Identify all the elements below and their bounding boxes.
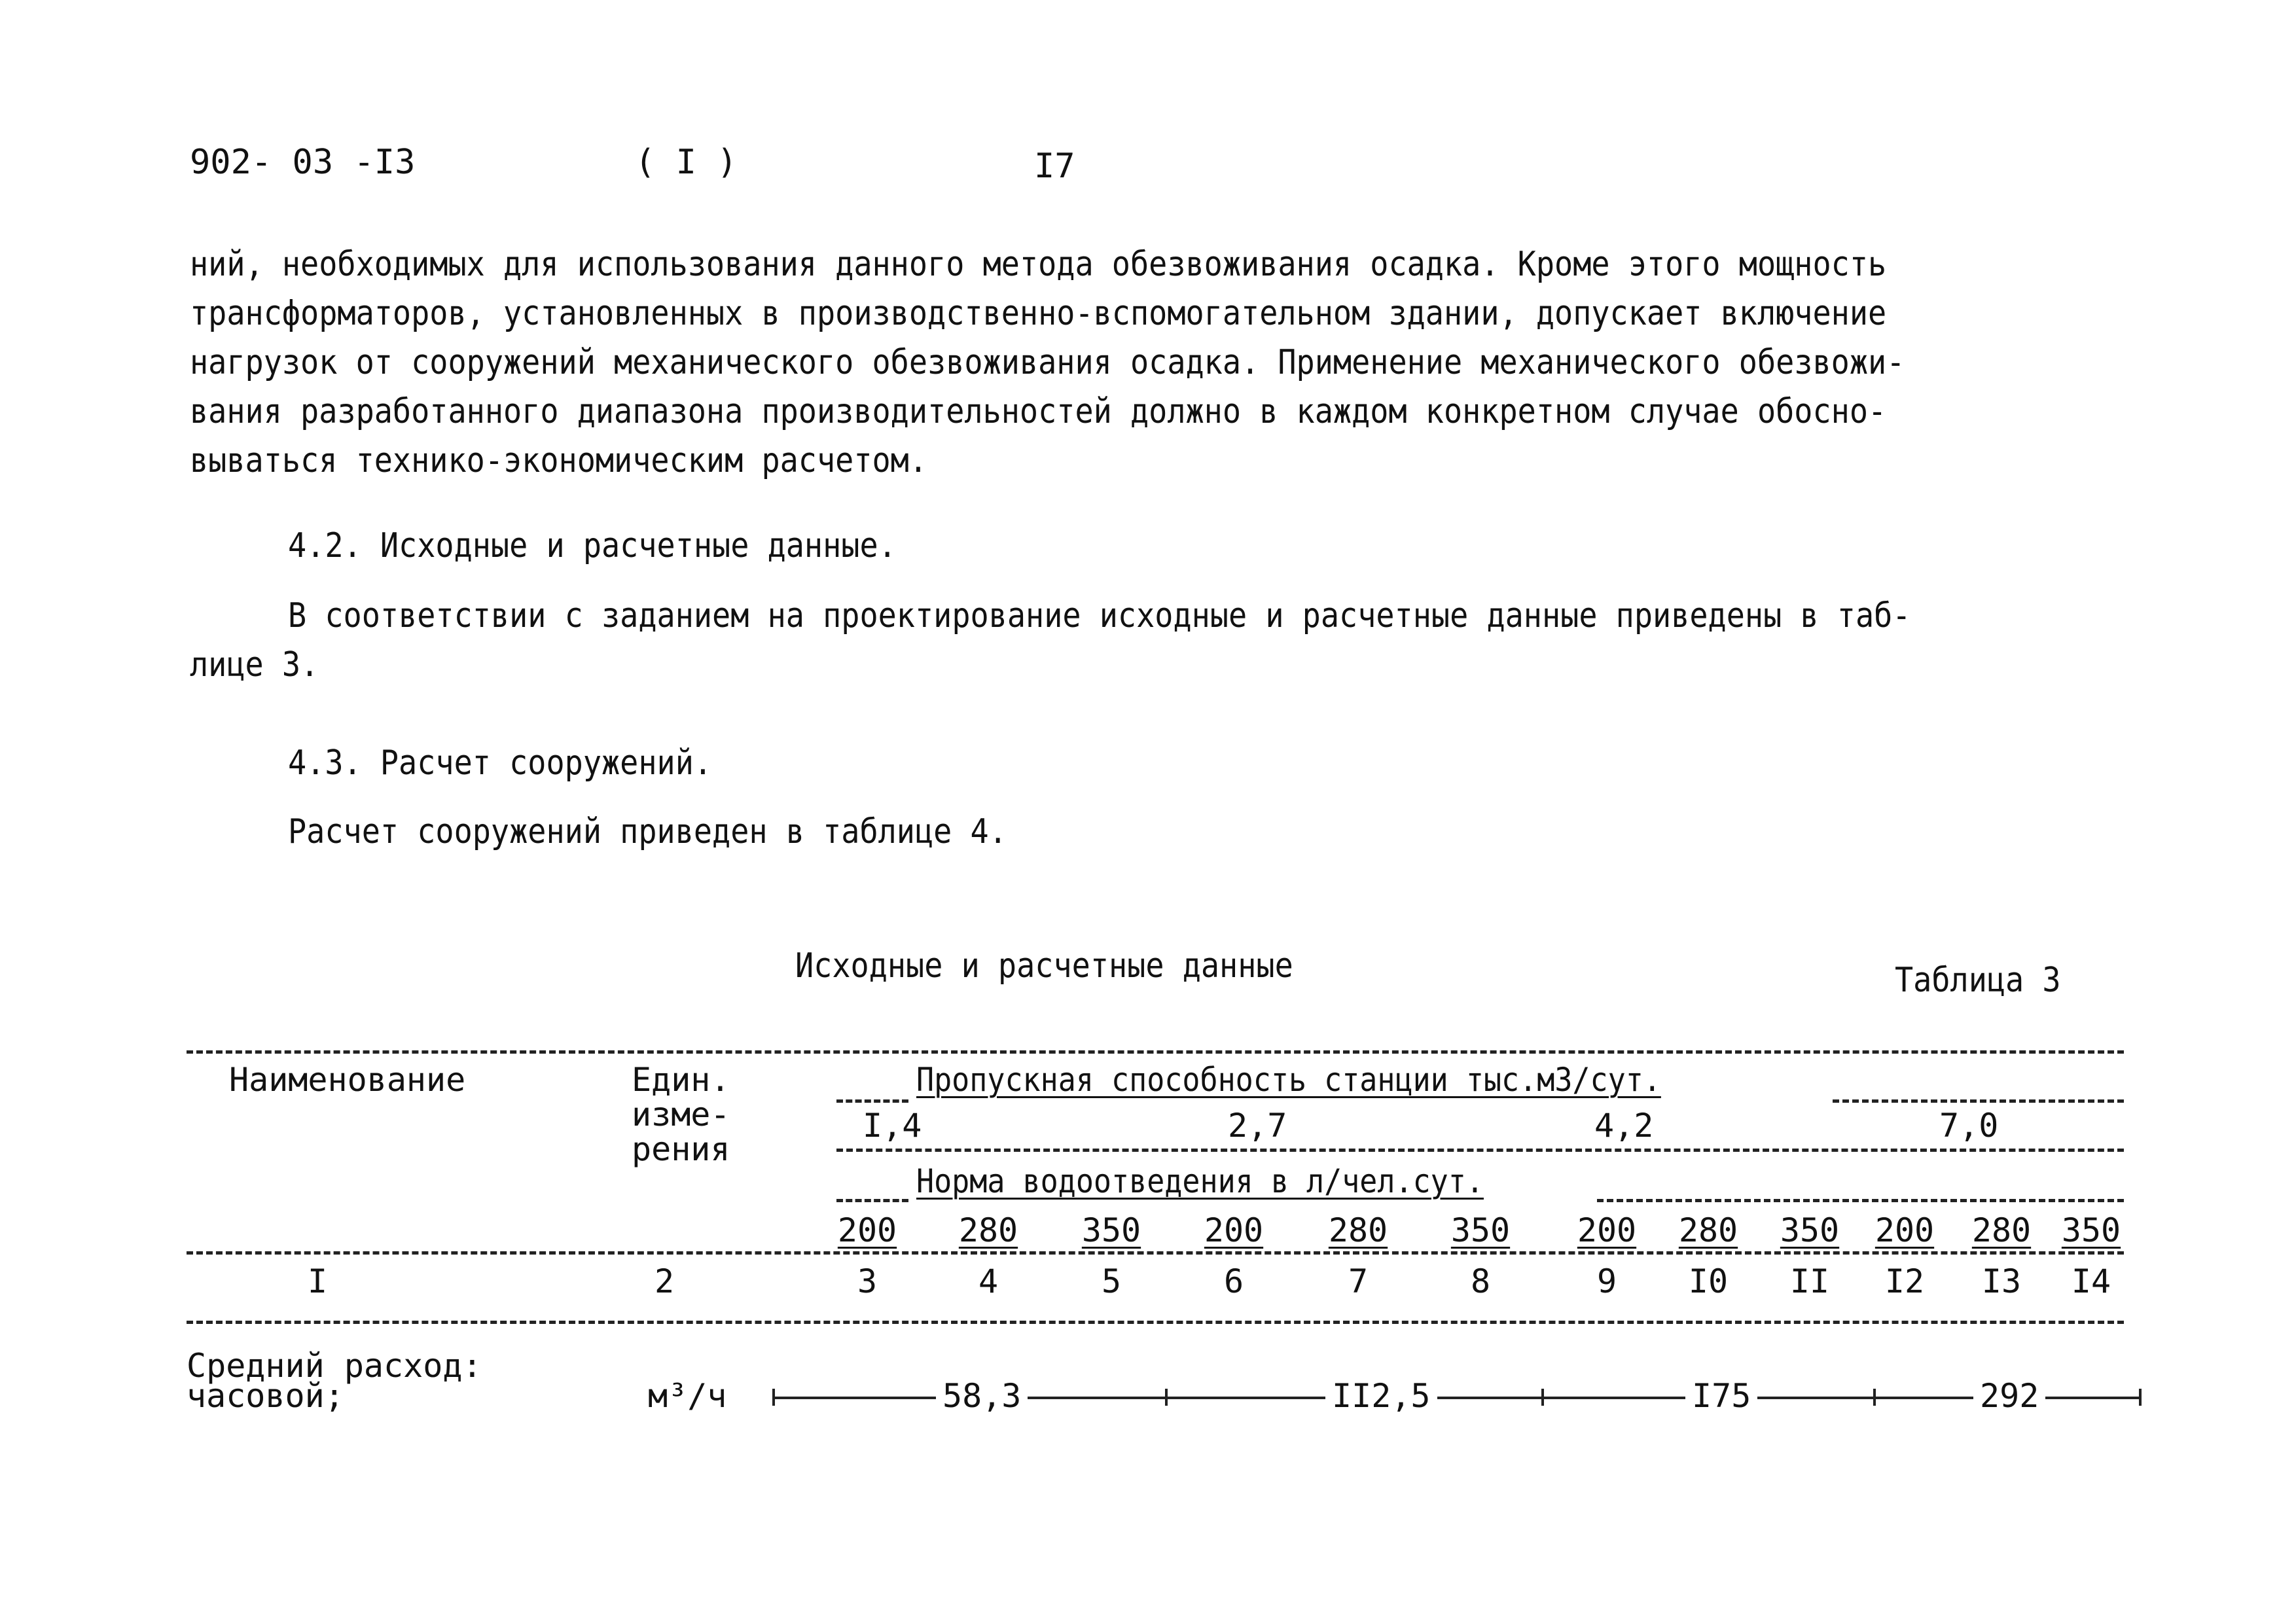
col-unit-header-1: Един.: [632, 1061, 730, 1099]
capacity-header: Пропускная способность станции тыс.м3/сут.: [916, 1061, 1661, 1099]
norm-header-rule-right: [1597, 1199, 2124, 1202]
table-title: Исходные и расчетные данные: [795, 946, 1293, 986]
row-value-2: II2,5: [1325, 1380, 1437, 1412]
capacity-values-rule: [836, 1149, 2124, 1152]
column-number: 6: [1223, 1262, 1244, 1300]
paragraph-line-5: вываться технико-экономическим расчетом.: [190, 441, 928, 480]
column-number: 4: [978, 1262, 999, 1300]
row-value-3: I75: [1685, 1380, 1757, 1412]
norm-value: 200: [1204, 1211, 1264, 1249]
column-number: I0: [1688, 1262, 1729, 1300]
column-number: 8: [1470, 1262, 1491, 1300]
norm-value: 200: [837, 1211, 897, 1249]
document-code: 902- 03 -I3: [190, 143, 416, 182]
norm-value: 280: [1971, 1211, 2032, 1249]
norm-value: 280: [958, 1211, 1018, 1249]
section-4-2-text-line-1: В соответствии с заданием на проектирование исходные и расчетные данные приведены в таб-: [288, 596, 1911, 635]
norm-value: 200: [1577, 1211, 1637, 1249]
norm-value: 350: [1081, 1211, 1141, 1249]
capacity-1: I,4: [857, 1109, 927, 1142]
range-tick: [772, 1389, 775, 1406]
col-unit-header-2: изме-: [632, 1096, 730, 1133]
table-top-rule: [187, 1050, 2124, 1054]
range-tick: [1541, 1389, 1544, 1406]
norm-header: Норма водоотведения в л/чел.сут.: [916, 1162, 1484, 1200]
section-4-2-heading: 4.2. Исходные и расчетные данные.: [288, 526, 897, 565]
paragraph-line-1: ний, необходимых для использования данного метода обезвоживания осадка. Кроме этого мощность: [190, 245, 1887, 284]
column-number: I4: [2071, 1262, 2111, 1300]
range-tick: [1873, 1389, 1876, 1406]
column-numbers-bottom-rule: [187, 1321, 2124, 1324]
column-number: I3: [1981, 1262, 2022, 1300]
column-number: 5: [1101, 1262, 1122, 1300]
column-number: II: [1789, 1262, 1830, 1300]
row-name-line-1: Средний расход:: [187, 1347, 482, 1385]
paragraph-line-4: вания разработанного диапазона производительностей должно в каждом конкретном случае обосно-: [190, 392, 1887, 431]
header-bottom-rule: [187, 1251, 2124, 1255]
volume-number: ( I ): [635, 143, 738, 182]
column-number: 9: [1596, 1262, 1617, 1300]
norm-value: 350: [1780, 1211, 1840, 1249]
norm-value: 280: [1328, 1211, 1388, 1249]
section-4-3-text: Расчет сооружений приведен в таблице 4.: [288, 812, 1007, 851]
row-value-1: 58,3: [936, 1380, 1028, 1412]
table-label: Таблица 3: [1895, 961, 2061, 1000]
page-number: I7: [1034, 147, 1075, 186]
range-tick: [2139, 1389, 2142, 1406]
column-number: I2: [1884, 1262, 1925, 1300]
column-number: 2: [655, 1262, 675, 1300]
column-number: I: [308, 1262, 328, 1300]
row-unit: м³/ч: [648, 1377, 727, 1415]
capacity-2: 2,7: [1223, 1109, 1292, 1142]
column-number: 3: [857, 1262, 878, 1300]
capacity-4: 7,0: [1934, 1109, 2003, 1142]
capacity-header-rule-right: [1833, 1099, 2124, 1103]
range-tick: [1165, 1389, 1168, 1406]
section-4-2-text-line-2: лице 3.: [190, 645, 319, 685]
column-number: 7: [1348, 1262, 1369, 1300]
norm-value: 280: [1678, 1211, 1738, 1249]
col-unit-header-3: рения: [632, 1130, 730, 1168]
section-4-3-heading: 4.3. Расчет сооружений.: [288, 743, 713, 783]
capacity-3: 4,2: [1589, 1109, 1659, 1142]
norm-header-rule-left: [836, 1199, 908, 1202]
row-value-4: 292: [1973, 1380, 2045, 1412]
paragraph-line-2: трансформаторов, установленных в производственно-вспомогательном здании, допускает включение: [190, 294, 1887, 333]
row-name-line-2: часовой;: [187, 1377, 344, 1415]
paragraph-line-3: нагрузок от сооружений механического обезвоживания осадка. Применение механического обезвожи-: [190, 343, 1905, 382]
norm-value: 200: [1874, 1211, 1935, 1249]
capacity-header-rule-left: [836, 1099, 908, 1103]
col-name-header: Наименование: [229, 1061, 466, 1099]
norm-value: 350: [2061, 1211, 2121, 1249]
norm-value: 350: [1450, 1211, 1511, 1249]
